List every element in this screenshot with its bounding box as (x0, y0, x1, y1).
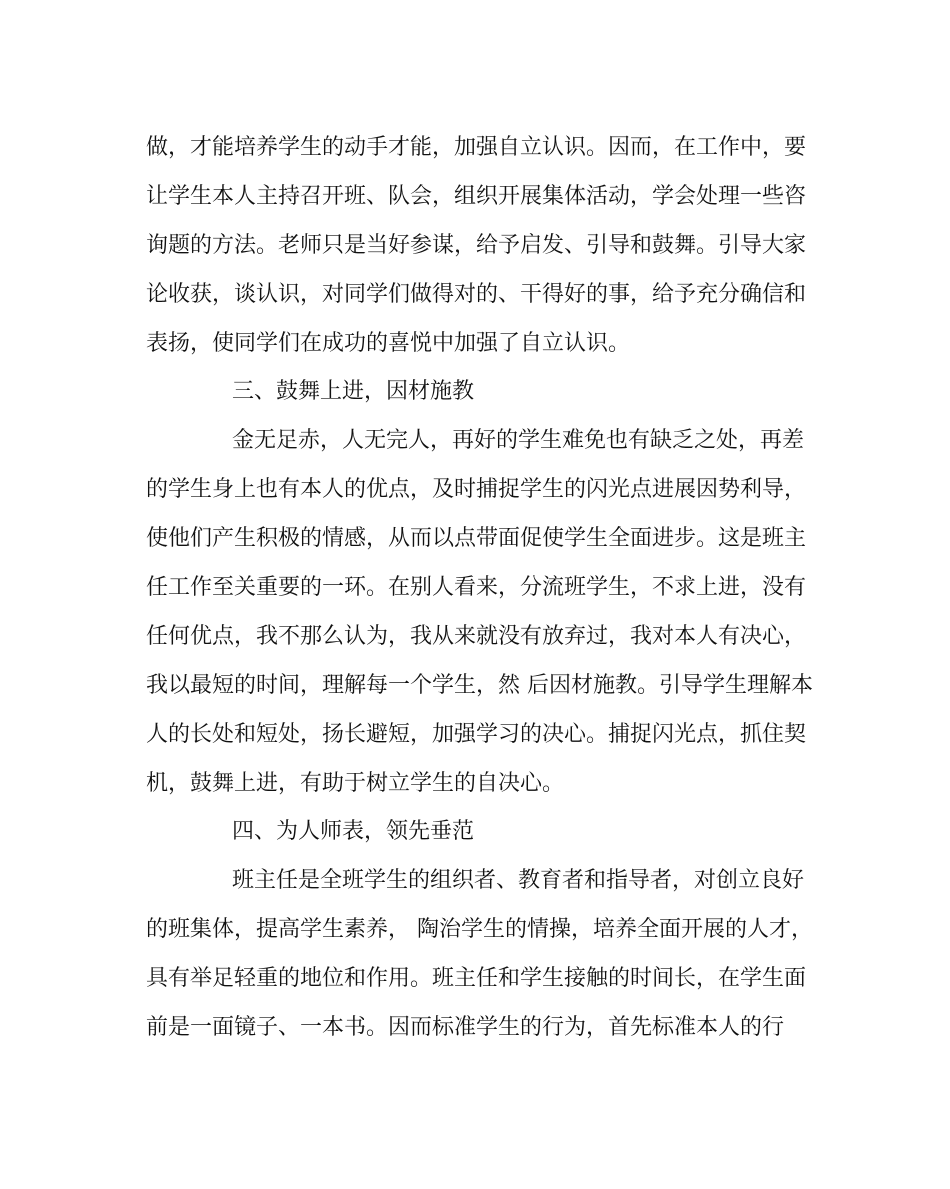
section-heading: 四、为人师表，领先垂范 (232, 819, 475, 845)
body-line: 的班集体，提高学生素养， 陶治学生的情操，培养全面开展的人才， (146, 917, 813, 943)
body-line: 使他们产生积极的情感，从而以点带面促使学生全面进步。这是班主 (146, 526, 807, 552)
body-line: 我以最短的时间，理解每一个学生，然 后因材施教。引导学生理解本 (146, 672, 813, 698)
body-line: 询题的方法。老师只是当好参谋，给予启发、引导和鼓舞。引导大家 (146, 232, 807, 258)
body-line: 任工作至关重要的一环。在别人看来，分流班学生，不求上进，没有 (146, 575, 807, 601)
body-line: 前是一面镜子、一本书。因而标准学生的行为，首先标准本人的行 (146, 1015, 785, 1041)
body-line: 人的长处和短处，扬长避短，加强学习的决心。捕捉闪光点，抓住契 (146, 721, 807, 747)
section-heading: 三、鼓舞上进，因材施教 (232, 379, 475, 405)
paragraph-first-line: 班主任是全班学生的组织者、教育者和指导者，对创立良好 (232, 868, 805, 894)
body-line: 的学生身上也有本人的优点，及时捕捉学生的闪光点进展因势利导， (146, 477, 807, 503)
document-body (146, 124, 813, 1053)
body-line: 论收获，谈认识，对同学们做得对的、干得好的事，给予充分确信和 (146, 281, 807, 307)
body-line: 任何优点，我不那么认为，我从来就没有放弃过，我对本人有决心， (146, 623, 807, 649)
body-line: 机，鼓舞上进，有助于树立学生的自决心。 (146, 770, 565, 796)
body-line: 具有举足轻重的地位和作用。班主任和学生接触的时间长，在学生面 (146, 966, 807, 992)
paragraph-first-line: 金无足赤，人无完人，再好的学生难免也有缺乏之处，再差 (232, 428, 805, 454)
body-line: 做，才能培养学生的动手才能，加强自立认识。因而，在工作中，要 (146, 135, 807, 160)
body-line: 让学生本人主持召开班、队会，组织开展集体活动，学会处理一些咨 (146, 183, 807, 209)
body-line: 表扬，使同学们在成功的喜悦中加强了自立认识。 (146, 330, 631, 356)
